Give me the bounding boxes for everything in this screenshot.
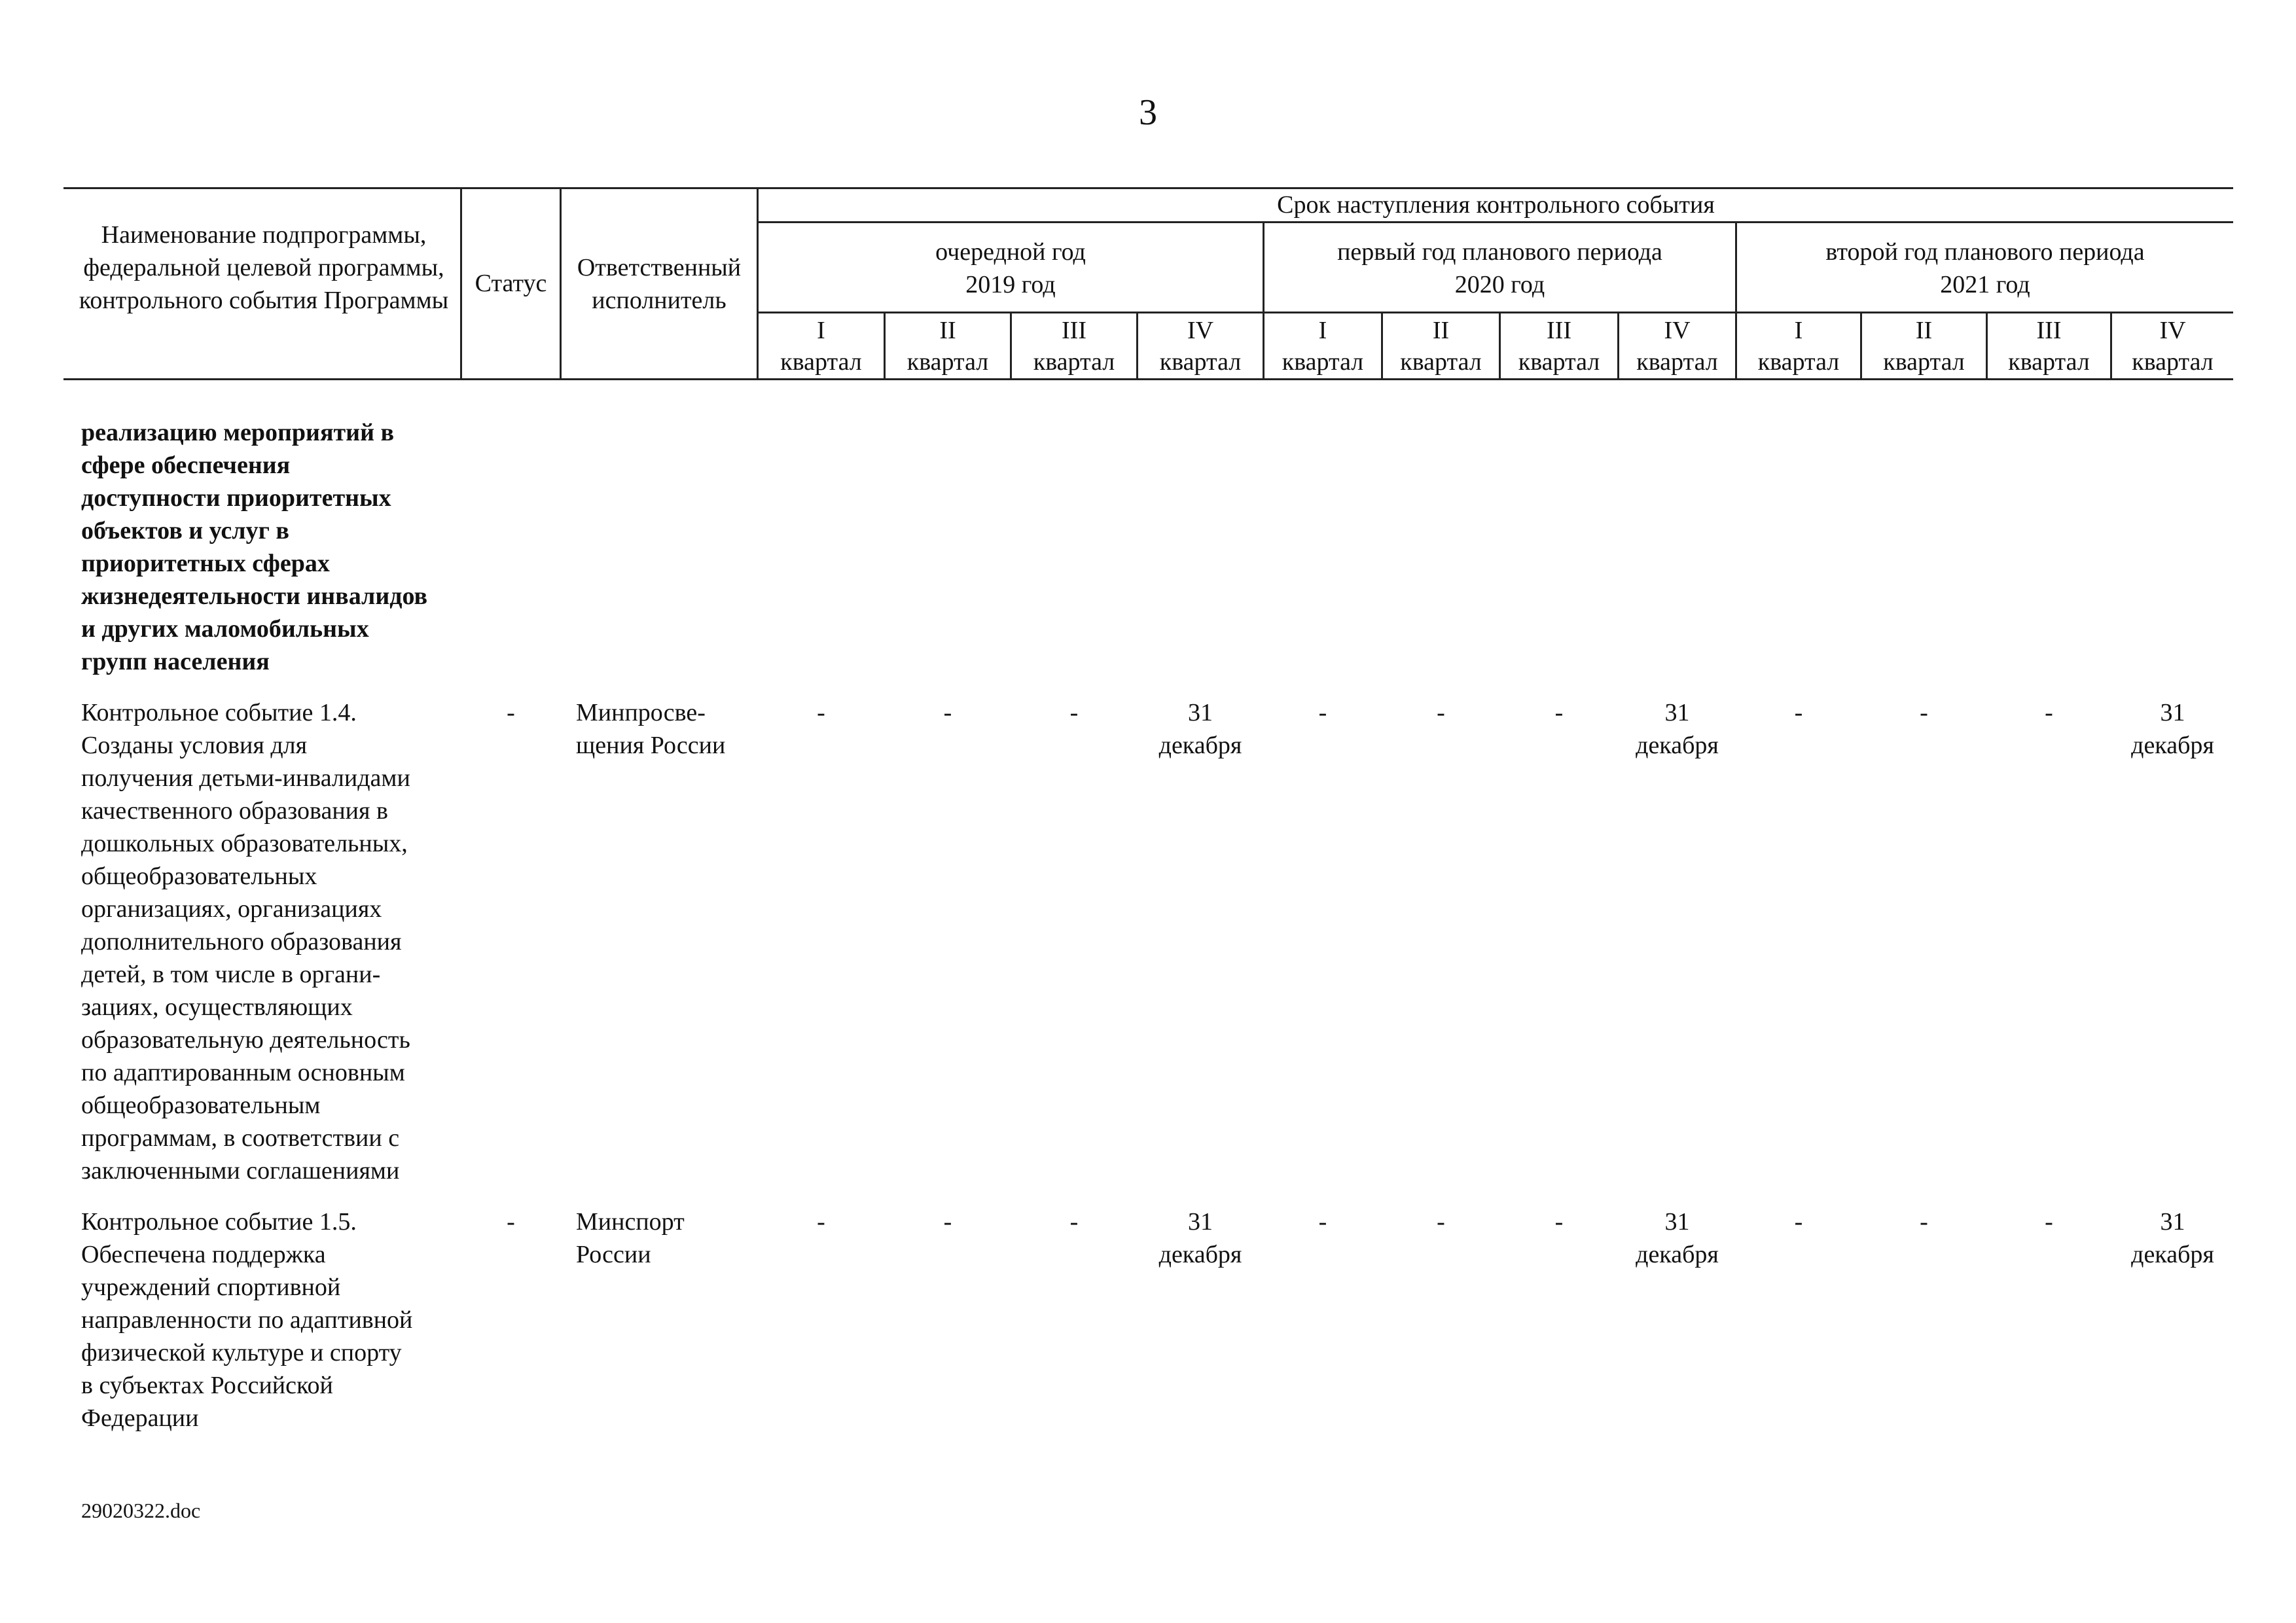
row-name-line: Федерации (81, 1404, 199, 1432)
quarter-word: квартал (2008, 348, 2090, 376)
quarter-label: II (1915, 317, 1933, 344)
year-2019-line2: 2019 год (965, 271, 1056, 298)
row-name-line: жизнедеятельности инвалидов (81, 582, 428, 610)
quarter-cell-dash: - (1554, 1208, 1564, 1236)
quarter-word: квартал (1400, 348, 1482, 376)
row-name-line: физической культуре и спорту (81, 1339, 402, 1366)
quarter-word: квартал (1033, 348, 1115, 376)
quarter-cell-dash: - (817, 699, 825, 726)
row-name-line: детей, в том числе в органи- (81, 961, 381, 988)
quarter-word: квартал (1883, 348, 1965, 376)
row-status: - (507, 1208, 515, 1236)
row-responsible-line: щения России (576, 732, 726, 759)
quarter-cell-date-num: 31 (1188, 699, 1213, 726)
row-name-line: общеобразовательным (81, 1092, 321, 1119)
row-name-line: дошкольных образовательных, (81, 830, 408, 857)
header-responsible-col: Ответственный исполнитель (577, 254, 742, 314)
row-name-line: Контрольное событие 1.4. (81, 699, 357, 726)
row-name-line: получения детьми-инвалидами (81, 764, 410, 792)
quarter-label: IV (1664, 317, 1691, 344)
row-name-line: Контрольное событие 1.5. (81, 1208, 357, 1236)
header-name-col: Наименование подпрограммы, федеральной целевой программы, контрольного события Программы (79, 221, 449, 314)
quarter-label: IV (1187, 317, 1214, 344)
quarter-cell-dash: - (2045, 699, 2053, 726)
quarter-word: квартал (2132, 348, 2214, 376)
quarter-cell-dash: - (943, 699, 952, 726)
row-name-line: организациях, организациях (81, 895, 382, 923)
quarter-cell-date-month: декабря (1158, 732, 1242, 759)
quarter-cell-dash: - (817, 1208, 825, 1236)
row-name-line: Обеспечена поддержка (81, 1241, 326, 1268)
quarter-label: II (1432, 317, 1450, 344)
header-status-col: Статус (475, 270, 547, 297)
row-name-line: качественного образования в (81, 797, 388, 825)
quarter-cell-dash: - (1794, 699, 1803, 726)
quarter-word: квартал (1757, 348, 1840, 376)
quarter-cell-dash: - (1437, 699, 1445, 726)
row-name-line: заключенными соглашениями (81, 1157, 400, 1185)
year-2019-line1: очередной год (935, 238, 1086, 266)
row-name-line: Созданы условия для (81, 732, 308, 759)
row-name-line: программам, в соответствии с (81, 1124, 400, 1152)
quarter-cell-date-num: 31 (1664, 1208, 1690, 1236)
footer-filename: 29020322.doc (81, 1499, 201, 1522)
quarter-cell-dash: - (943, 1208, 952, 1236)
row-name-line: дополнительного образования (81, 928, 402, 955)
row-status: - (507, 699, 515, 726)
row-responsible-line: России (576, 1241, 651, 1268)
row-name-line: приоритетных сферах (81, 550, 330, 577)
row-name-line: объектов и услуг в (81, 517, 289, 544)
quarter-label: I (1794, 317, 1803, 344)
quarter-cell-dash: - (1794, 1208, 1803, 1236)
page-number: 3 (1139, 92, 1157, 133)
quarter-word: квартал (780, 348, 862, 376)
year-2021-line2: 2021 год (1940, 271, 2030, 298)
quarter-cell-date-month: декабря (1636, 1241, 1719, 1268)
quarter-cell-dash: - (1318, 699, 1327, 726)
row-name-line: общеобразовательных (81, 863, 317, 890)
row-name-line: реализацию мероприятий в (81, 419, 394, 446)
quarter-word: квартал (1159, 348, 1242, 376)
row-name-line: по адаптированным основным (81, 1059, 405, 1086)
row-name-line: учреждений спортивной (81, 1274, 341, 1301)
row-name-line: и других маломобильных (81, 615, 369, 643)
quarter-cell-date-month: декабря (2131, 732, 2214, 759)
quarter-cell-date-num: 31 (1188, 1208, 1213, 1236)
quarter-label: I (1318, 317, 1327, 344)
row-name-line: образовательную деятельность (81, 1026, 410, 1054)
years-divider (758, 312, 2233, 313)
row-name-line: направленности по адаптивной (81, 1306, 413, 1334)
year-2020-line1: первый год планового периода (1337, 238, 1662, 266)
quarter-cell-dash: - (1069, 1208, 1079, 1236)
header-deadline-group: Срок наступления контрольного события (1277, 191, 1715, 219)
quarter-label: III (1547, 317, 1571, 344)
quarter-cell-date-month: декабря (1636, 732, 1719, 759)
quarter-cell-date-num: 31 (1664, 699, 1690, 726)
quarter-cell-date-month: декабря (2131, 1241, 2214, 1268)
quarter-label: I (817, 317, 825, 344)
quarter-cell-dash: - (1069, 699, 1079, 726)
quarter-cell-date-num: 31 (2160, 1208, 2185, 1236)
quarter-word: квартал (906, 348, 989, 376)
row-name-line: сфере обеспечения (81, 452, 291, 479)
row-responsible-line: Минспорт (576, 1208, 685, 1236)
quarter-label: II (939, 317, 956, 344)
quarter-cell-dash: - (1437, 1208, 1445, 1236)
quarter-cell-dash: - (1920, 699, 1928, 726)
quarter-word: квартал (1518, 348, 1600, 376)
row-name-line: в субъектах Российской (81, 1372, 333, 1399)
year-2021-line1: второй год планового периода (1825, 238, 2145, 266)
quarter-cell-dash: - (1554, 699, 1564, 726)
row-responsible-line: Минпросве- (576, 699, 706, 726)
quarter-cell-date-month: декабря (1158, 1241, 1242, 1268)
quarter-label: IV (2159, 317, 2186, 344)
row-name-line: групп населения (81, 648, 270, 675)
quarter-cell-dash: - (1920, 1208, 1928, 1236)
quarter-cell-dash: - (2045, 1208, 2053, 1236)
row-name-line: зациях, осуществляющих (81, 993, 353, 1021)
row-name-line: доступности приоритетных (81, 484, 391, 512)
quarter-word: квартал (1636, 348, 1718, 376)
quarter-word: квартал (1282, 348, 1364, 376)
quarter-cell-dash: - (1318, 1208, 1327, 1236)
year-2020-line2: 2020 год (1454, 271, 1545, 298)
quarter-cell-date-num: 31 (2160, 699, 2185, 726)
quarter-label: III (2036, 317, 2062, 344)
quarter-label: III (1062, 317, 1086, 344)
